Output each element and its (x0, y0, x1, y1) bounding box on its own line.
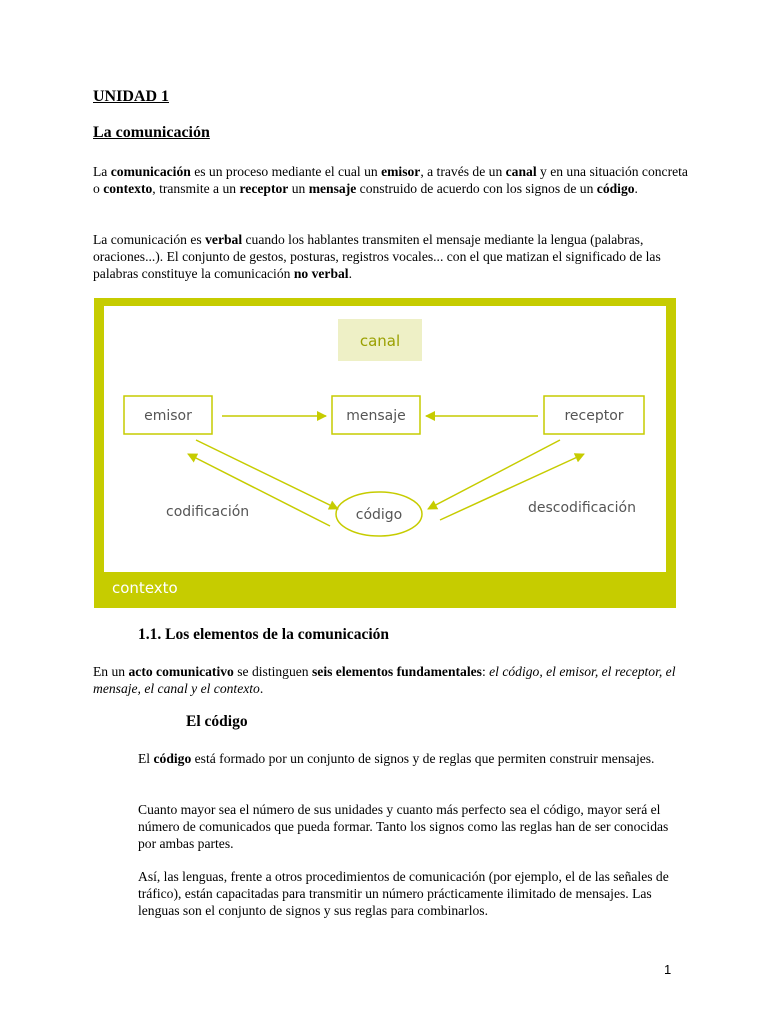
text-run: La comunicación es (93, 232, 206, 247)
code-heading: El código (186, 713, 248, 730)
text-run: y en una situación concreta o (93, 164, 688, 196)
bold-run: acto comunicativo (128, 664, 234, 679)
text-run: : (481, 664, 490, 679)
arrow-emisor-codigo (196, 440, 338, 509)
text-run: , a través de un (420, 164, 506, 179)
paragraph-code-definition (138, 750, 678, 767)
text-run: . (259, 681, 264, 696)
text-run: . (634, 181, 638, 196)
bold-run: código (153, 751, 192, 766)
text-run: Cuanto mayor sea el número de sus unidades y cuanto más perfecto sea el código, mayor será el número de comunicados que pueda formar. Tanto los signos como las reglas han de ser conocidas por ambas partes. (138, 802, 669, 851)
text-run: se distinguen (233, 664, 313, 679)
text-run: está formado por un conjunto de signos y de reglas que permiten construir mensajes. (191, 751, 655, 766)
paragraph-languages (138, 868, 678, 919)
text-run: La (93, 164, 111, 179)
bold-run: verbal (205, 232, 243, 247)
paragraph-verbal (93, 231, 693, 282)
communication-diagram (94, 298, 676, 608)
page-number: 1 (664, 962, 672, 977)
codigo-label: código (355, 507, 403, 523)
italic-run: el código, el emisor, el receptor, el mensaje, el canal y el contexto (93, 664, 676, 696)
bold-run: seis elementos fundamentales (312, 664, 482, 679)
receptor-label: receptor (564, 408, 624, 424)
paragraph-elements (93, 663, 693, 697)
text-run: , transmite a un (152, 181, 240, 196)
canal-label: canal (359, 332, 401, 350)
section-heading: La comunicación (93, 124, 210, 141)
bold-run: receptor (239, 181, 289, 196)
text-run: . (348, 266, 352, 281)
emisor-label: emisor (144, 408, 192, 424)
diagram-svg (104, 306, 666, 572)
text-run: es un proceso mediante el cual un (190, 164, 382, 179)
text-run: construido de acuerdo con los signos de un (356, 181, 597, 196)
bold-run: contexto (103, 181, 153, 196)
paragraph-code-units (138, 801, 678, 852)
bold-run: canal (505, 164, 537, 179)
diagram-canvas (104, 306, 666, 572)
bold-run: emisor (381, 164, 421, 179)
bold-run: comunicación (110, 164, 191, 179)
elements-subheading: 1.1. Los elementos de la comunicación (138, 626, 389, 643)
text-run: Así, las lenguas, frente a otros procedimientos de comunicación (por ejemplo, el de las señales de tráfico), están capacitadas para transmitir un número prácticamente ilimitado de mensajes. Las lenguas son el conjunto de signos y sus reglas para combinarlos. (138, 869, 669, 918)
text-run: cuando los hablantes transmiten el mensaje mediante la lengua (palabras, oraciones...). El conjunto de gestos, posturas, registros vocales... con el que matizan el significado de las palabras constituye la comunicación (93, 232, 661, 281)
bold-run: no verbal (293, 266, 349, 281)
unit-heading: UNIDAD 1 (93, 88, 169, 105)
descodificacion-label: descodificación (528, 500, 636, 516)
bold-run: mensaje (308, 181, 357, 196)
bold-run: código (596, 181, 635, 196)
text-run: En un (93, 664, 129, 679)
codificacion-label: codificación (166, 504, 250, 520)
text-run: un (288, 181, 309, 196)
contexto-label: contexto (112, 579, 178, 597)
paragraph-definition (93, 163, 693, 197)
text-run: El (138, 751, 154, 766)
mensaje-label: mensaje (346, 408, 406, 424)
